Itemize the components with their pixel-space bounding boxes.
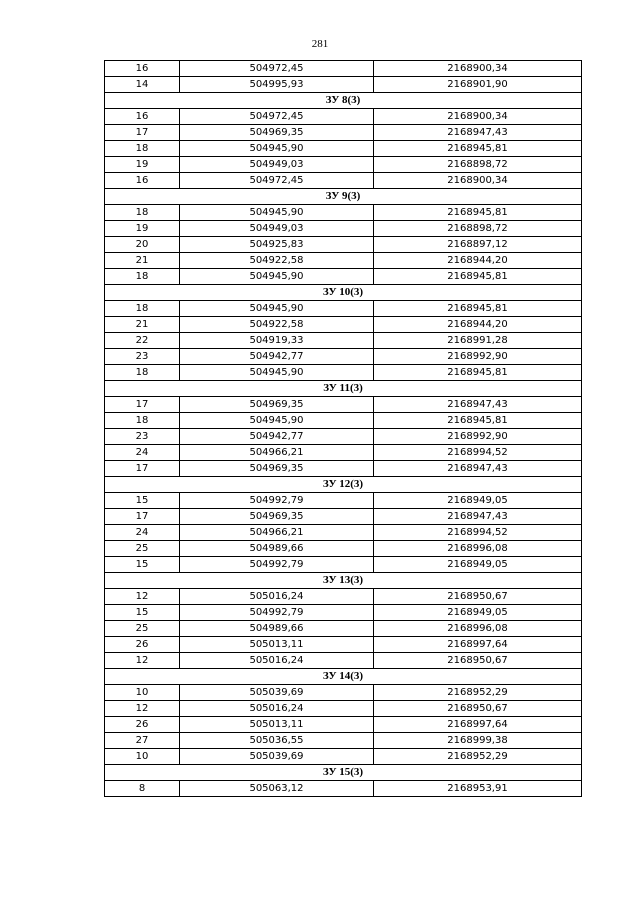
x-coordinate-cell: 505016,24 xyxy=(180,653,374,669)
y-coordinate-cell: 2168999,38 xyxy=(374,733,582,749)
table-row xyxy=(105,397,582,413)
y-coordinate-cell: 2168901,90 xyxy=(374,77,582,93)
x-coordinate-cell: 504922,58 xyxy=(180,317,374,333)
section-header-row xyxy=(105,573,582,589)
section-title: ЗУ 12(3) xyxy=(105,477,582,493)
point-number-cell: 27 xyxy=(105,733,180,749)
x-coordinate-cell: 505039,69 xyxy=(180,685,374,701)
x-coordinate-cell: 504945,90 xyxy=(180,413,374,429)
table-row xyxy=(105,653,582,669)
table-row xyxy=(105,557,582,573)
table-row xyxy=(105,61,582,77)
table-row xyxy=(105,541,582,557)
y-coordinate-cell: 2168952,29 xyxy=(374,685,582,701)
x-coordinate-cell: 505016,24 xyxy=(180,701,374,717)
y-coordinate-cell: 2168900,34 xyxy=(374,109,582,125)
y-coordinate-cell: 2168944,20 xyxy=(374,317,582,333)
y-coordinate-cell: 2168950,67 xyxy=(374,653,582,669)
page-number: 281 xyxy=(311,38,329,50)
table-row xyxy=(105,109,582,125)
x-coordinate-cell: 504992,79 xyxy=(180,605,374,621)
y-coordinate-cell: 2168950,67 xyxy=(374,701,582,717)
x-coordinate-cell: 504995,93 xyxy=(180,77,374,93)
y-coordinate-cell: 2168945,81 xyxy=(374,205,582,221)
y-coordinate-cell: 2168992,90 xyxy=(374,429,582,445)
section-header-row xyxy=(105,669,582,685)
section-header-row xyxy=(105,93,582,109)
section-title: ЗУ 9(3) xyxy=(105,189,582,205)
point-number-cell: 26 xyxy=(105,717,180,733)
point-number-cell: 16 xyxy=(105,109,180,125)
y-coordinate-cell: 2168898,72 xyxy=(374,221,582,237)
y-coordinate-cell: 2168947,43 xyxy=(374,509,582,525)
point-number-cell: 18 xyxy=(105,301,180,317)
table-row xyxy=(105,253,582,269)
x-coordinate-cell: 504966,21 xyxy=(180,445,374,461)
table-row xyxy=(105,749,582,765)
y-coordinate-cell: 2168949,05 xyxy=(374,493,582,509)
y-coordinate-cell: 2168947,43 xyxy=(374,397,582,413)
table-row xyxy=(105,317,582,333)
x-coordinate-cell: 504969,35 xyxy=(180,125,374,141)
section-title: ЗУ 8(3) xyxy=(105,93,582,109)
y-coordinate-cell: 2168900,34 xyxy=(374,173,582,189)
point-number-cell: 23 xyxy=(105,429,180,445)
x-coordinate-cell: 504992,79 xyxy=(180,493,374,509)
x-coordinate-cell: 504969,35 xyxy=(180,461,374,477)
x-coordinate-cell: 504989,66 xyxy=(180,541,374,557)
point-number-cell: 25 xyxy=(105,541,180,557)
table-row xyxy=(105,237,582,253)
point-number-cell: 19 xyxy=(105,157,180,173)
y-coordinate-cell: 2168949,05 xyxy=(374,605,582,621)
y-coordinate-cell: 2168997,64 xyxy=(374,637,582,653)
section-title: ЗУ 10(3) xyxy=(105,285,582,301)
x-coordinate-cell: 504989,66 xyxy=(180,621,374,637)
table-row xyxy=(105,205,582,221)
section-header-row xyxy=(105,477,582,493)
section-header-row xyxy=(105,189,582,205)
y-coordinate-cell: 2168996,08 xyxy=(374,621,582,637)
table-row xyxy=(105,125,582,141)
point-number-cell: 18 xyxy=(105,413,180,429)
table-row xyxy=(105,605,582,621)
y-coordinate-cell: 2168949,05 xyxy=(374,557,582,573)
table-row xyxy=(105,157,582,173)
x-coordinate-cell: 504945,90 xyxy=(180,365,374,381)
y-coordinate-cell: 2168897,12 xyxy=(374,237,582,253)
point-number-cell: 20 xyxy=(105,237,180,253)
y-coordinate-cell: 2168944,20 xyxy=(374,253,582,269)
x-coordinate-cell: 504925,83 xyxy=(180,237,374,253)
y-coordinate-cell: 2168997,64 xyxy=(374,717,582,733)
table-row xyxy=(105,445,582,461)
x-coordinate-cell: 504942,77 xyxy=(180,429,374,445)
x-coordinate-cell: 504945,90 xyxy=(180,205,374,221)
point-number-cell: 25 xyxy=(105,621,180,637)
table-row xyxy=(105,333,582,349)
table-row xyxy=(105,509,582,525)
x-coordinate-cell: 504972,45 xyxy=(180,173,374,189)
point-number-cell: 17 xyxy=(105,461,180,477)
x-coordinate-cell: 505013,11 xyxy=(180,637,374,653)
table-row xyxy=(105,429,582,445)
table-row xyxy=(105,221,582,237)
point-number-cell: 17 xyxy=(105,509,180,525)
table-row xyxy=(105,349,582,365)
x-coordinate-cell: 504969,35 xyxy=(180,509,374,525)
y-coordinate-cell: 2168996,08 xyxy=(374,541,582,557)
table-row xyxy=(105,365,582,381)
point-number-cell: 22 xyxy=(105,333,180,349)
table-row xyxy=(105,77,582,93)
point-number-cell: 14 xyxy=(105,77,180,93)
y-coordinate-cell: 2168994,52 xyxy=(374,525,582,541)
point-number-cell: 15 xyxy=(105,493,180,509)
table-row xyxy=(105,781,582,797)
point-number-cell: 16 xyxy=(105,173,180,189)
table-row xyxy=(105,173,582,189)
x-coordinate-cell: 505039,69 xyxy=(180,749,374,765)
point-number-cell: 10 xyxy=(105,685,180,701)
x-coordinate-cell: 504945,90 xyxy=(180,141,374,157)
table-row xyxy=(105,589,582,605)
y-coordinate-cell: 2168900,34 xyxy=(374,61,582,77)
x-coordinate-cell: 504972,45 xyxy=(180,61,374,77)
x-coordinate-cell: 504966,21 xyxy=(180,525,374,541)
x-coordinate-cell: 504949,03 xyxy=(180,221,374,237)
table-row xyxy=(105,493,582,509)
point-number-cell: 18 xyxy=(105,365,180,381)
y-coordinate-cell: 2168945,81 xyxy=(374,365,582,381)
point-number-cell: 15 xyxy=(105,605,180,621)
point-number-cell: 12 xyxy=(105,589,180,605)
point-number-cell: 18 xyxy=(105,141,180,157)
x-coordinate-cell: 504919,33 xyxy=(180,333,374,349)
table-row xyxy=(105,717,582,733)
point-number-cell: 15 xyxy=(105,557,180,573)
x-coordinate-cell: 504972,45 xyxy=(180,109,374,125)
section-title: ЗУ 11(3) xyxy=(105,381,582,397)
x-coordinate-cell: 504969,35 xyxy=(180,397,374,413)
y-coordinate-cell: 2168945,81 xyxy=(374,269,582,285)
y-coordinate-cell: 2168952,29 xyxy=(374,749,582,765)
y-coordinate-cell: 2168953,91 xyxy=(374,781,582,797)
x-coordinate-cell: 504992,79 xyxy=(180,557,374,573)
y-coordinate-cell: 2168898,72 xyxy=(374,157,582,173)
point-number-cell: 24 xyxy=(105,445,180,461)
table-row xyxy=(105,413,582,429)
x-coordinate-cell: 505063,12 xyxy=(180,781,374,797)
y-coordinate-cell: 2168991,28 xyxy=(374,333,582,349)
x-coordinate-cell: 504942,77 xyxy=(180,349,374,365)
x-coordinate-cell: 504922,58 xyxy=(180,253,374,269)
table-row xyxy=(105,701,582,717)
y-coordinate-cell: 2168992,90 xyxy=(374,349,582,365)
coordinates-table xyxy=(104,60,582,797)
x-coordinate-cell: 505013,11 xyxy=(180,717,374,733)
table-row xyxy=(105,461,582,477)
point-number-cell: 16 xyxy=(105,61,180,77)
x-coordinate-cell: 505036,55 xyxy=(180,733,374,749)
table-row xyxy=(105,525,582,541)
table-row xyxy=(105,685,582,701)
y-coordinate-cell: 2168945,81 xyxy=(374,141,582,157)
table-row xyxy=(105,269,582,285)
point-number-cell: 8 xyxy=(105,781,180,797)
table-row xyxy=(105,637,582,653)
section-header-row xyxy=(105,765,582,781)
x-coordinate-cell: 504949,03 xyxy=(180,157,374,173)
section-title: ЗУ 15(3) xyxy=(105,765,582,781)
point-number-cell: 12 xyxy=(105,701,180,717)
point-number-cell: 18 xyxy=(105,269,180,285)
point-number-cell: 17 xyxy=(105,397,180,413)
point-number-cell: 21 xyxy=(105,253,180,269)
coordinates-table-body xyxy=(105,61,582,797)
point-number-cell: 23 xyxy=(105,349,180,365)
y-coordinate-cell: 2168945,81 xyxy=(374,413,582,429)
point-number-cell: 21 xyxy=(105,317,180,333)
y-coordinate-cell: 2168947,43 xyxy=(374,461,582,477)
point-number-cell: 10 xyxy=(105,749,180,765)
section-title: ЗУ 13(3) xyxy=(105,573,582,589)
point-number-cell: 19 xyxy=(105,221,180,237)
point-number-cell: 17 xyxy=(105,125,180,141)
y-coordinate-cell: 2168945,81 xyxy=(374,301,582,317)
section-header-row xyxy=(105,285,582,301)
y-coordinate-cell: 2168950,67 xyxy=(374,589,582,605)
table-row xyxy=(105,301,582,317)
point-number-cell: 12 xyxy=(105,653,180,669)
section-header-row xyxy=(105,381,582,397)
table-row xyxy=(105,141,582,157)
x-coordinate-cell: 505016,24 xyxy=(180,589,374,605)
y-coordinate-cell: 2168947,43 xyxy=(374,125,582,141)
table-row xyxy=(105,621,582,637)
x-coordinate-cell: 504945,90 xyxy=(180,269,374,285)
point-number-cell: 18 xyxy=(105,205,180,221)
section-title: ЗУ 14(3) xyxy=(105,669,582,685)
point-number-cell: 26 xyxy=(105,637,180,653)
table-row xyxy=(105,733,582,749)
point-number-cell: 24 xyxy=(105,525,180,541)
y-coordinate-cell: 2168994,52 xyxy=(374,445,582,461)
x-coordinate-cell: 504945,90 xyxy=(180,301,374,317)
